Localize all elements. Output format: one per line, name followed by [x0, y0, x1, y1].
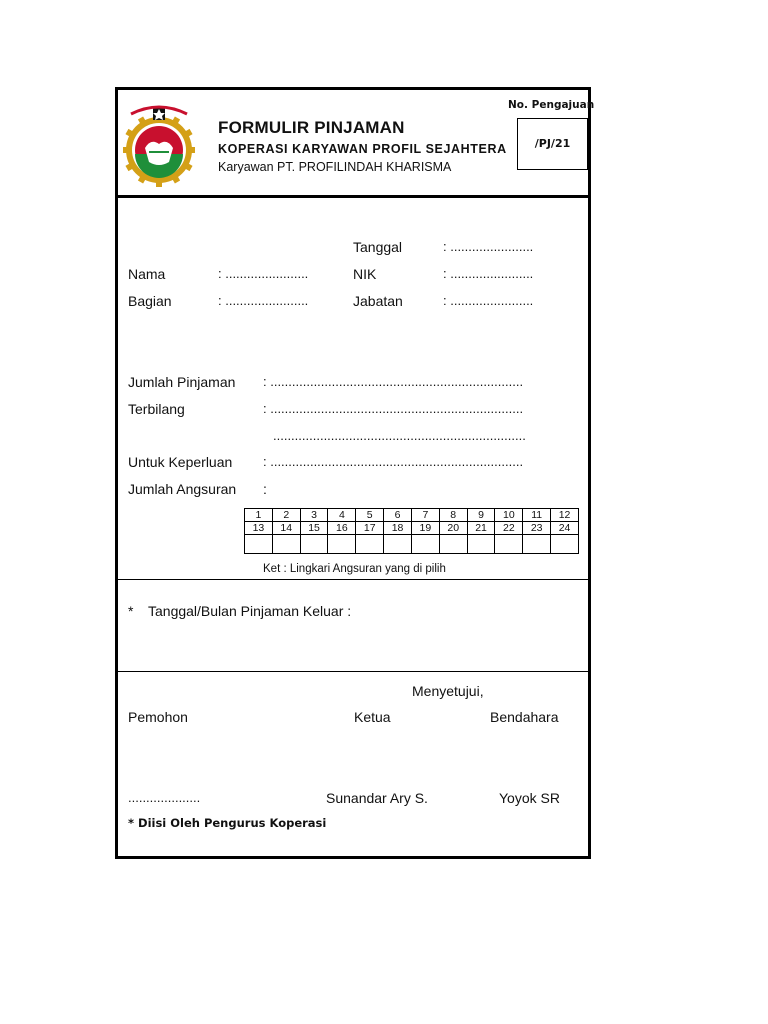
nama-label: Nama	[128, 266, 166, 282]
pj-number-box[interactable]: /PJ/21	[517, 118, 588, 170]
nik-field[interactable]: : .......................	[443, 266, 534, 281]
angsuran-cell[interactable]: 20	[439, 522, 467, 535]
nik-label: NIK	[353, 266, 377, 282]
cooperative-name: KOPERASI KARYAWAN PROFIL SEJAHTERA	[218, 142, 507, 156]
angsuran-row-blank	[245, 535, 579, 554]
menyetujui-label: Menyetujui,	[412, 683, 484, 699]
jabatan-label: Jabatan	[353, 293, 403, 309]
blank-cell[interactable]	[495, 535, 523, 554]
pemohon-signature-field[interactable]: ....................	[128, 790, 201, 805]
divider	[118, 671, 588, 672]
angsuran-cell[interactable]: 22	[495, 522, 523, 535]
angsuran-cell[interactable]: 7	[411, 509, 439, 522]
form-title: FORMULIR PINJAMAN	[218, 118, 405, 137]
angsuran-cell[interactable]: 3	[300, 509, 328, 522]
loan-form	[115, 87, 595, 859]
angsuran-table	[244, 508, 579, 554]
jabatan-field[interactable]: : .......................	[443, 293, 534, 308]
angsuran-row-2	[245, 522, 579, 535]
jumlah-pinjaman-field[interactable]: : ......................................................................	[263, 374, 524, 389]
terbilang-field[interactable]: : ......................................................................	[263, 401, 524, 416]
blank-cell[interactable]	[551, 535, 579, 554]
angsuran-cell[interactable]: 21	[467, 522, 495, 535]
bendahara-label: Bendahara	[490, 709, 559, 725]
angsuran-note: Ket : Lingkari Angsuran yang di pilih	[263, 563, 446, 575]
angsuran-cell[interactable]: 19	[411, 522, 439, 535]
angsuran-cell[interactable]: 9	[467, 509, 495, 522]
angsuran-colon: :	[263, 481, 267, 497]
jumlah-pinjaman-label: Jumlah Pinjaman	[128, 374, 236, 390]
angsuran-cell[interactable]: 6	[384, 509, 412, 522]
angsuran-cell[interactable]: 23	[523, 522, 551, 535]
terbilang-field-line2[interactable]: ......................................................................	[273, 428, 526, 443]
angsuran-cell[interactable]: 16	[328, 522, 356, 535]
bagian-field[interactable]: : .......................	[218, 293, 309, 308]
tanggal-label: Tanggal	[353, 239, 403, 255]
angsuran-cell[interactable]: 8	[439, 509, 467, 522]
tanggal-keluar-label: Tanggal/Bulan Pinjaman Keluar :	[148, 603, 352, 619]
company-name: Karyawan PT. PROFILINDAH KHARISMA	[218, 160, 452, 174]
angsuran-cell[interactable]: 14	[272, 522, 300, 535]
divider	[118, 579, 588, 580]
tanggal-keluar-star: *	[128, 603, 134, 619]
pemohon-label: Pemohon	[128, 709, 188, 725]
angsuran-cell[interactable]: 18	[384, 522, 412, 535]
bendahara-name: Yoyok SR	[499, 790, 560, 806]
keperluan-label: Untuk Keperluan	[128, 454, 233, 470]
cooperative-logo-icon	[123, 104, 195, 190]
angsuran-cell[interactable]: 5	[356, 509, 384, 522]
blank-cell[interactable]	[245, 535, 273, 554]
blank-cell[interactable]	[328, 535, 356, 554]
angsuran-cell[interactable]: 24	[551, 522, 579, 535]
angsuran-cell[interactable]: 17	[356, 522, 384, 535]
terbilang-label: Terbilang	[128, 401, 185, 417]
blank-cell[interactable]	[411, 535, 439, 554]
angsuran-cell[interactable]: 11	[523, 509, 551, 522]
footnote: * Diisi Oleh Pengurus Koperasi	[128, 816, 327, 830]
angsuran-cell[interactable]: 1	[245, 509, 273, 522]
angsuran-cell[interactable]: 15	[300, 522, 328, 535]
angsuran-cell[interactable]: 2	[272, 509, 300, 522]
blank-cell[interactable]	[272, 535, 300, 554]
blank-cell[interactable]	[523, 535, 551, 554]
tanggal-field[interactable]: : .......................	[443, 239, 534, 254]
angsuran-row-1	[245, 509, 579, 522]
ketua-name: Sunandar Ary S.	[326, 790, 428, 806]
blank-cell[interactable]	[356, 535, 384, 554]
bagian-label: Bagian	[128, 293, 172, 309]
form-header	[118, 90, 595, 198]
ketua-label: Ketua	[354, 709, 391, 725]
angsuran-cell[interactable]: 13	[245, 522, 273, 535]
keperluan-field[interactable]: : ......................................................................	[263, 454, 524, 469]
angsuran-cell[interactable]: 12	[551, 509, 579, 522]
nama-field[interactable]: : .......................	[218, 266, 309, 281]
angsuran-label: Jumlah Angsuran	[128, 481, 237, 497]
angsuran-cell[interactable]: 10	[495, 509, 523, 522]
blank-cell[interactable]	[384, 535, 412, 554]
angsuran-cell[interactable]: 4	[328, 509, 356, 522]
blank-cell[interactable]	[467, 535, 495, 554]
blank-cell[interactable]	[439, 535, 467, 554]
blank-cell[interactable]	[300, 535, 328, 554]
no-pengajuan-label: No. Pengajuan	[508, 99, 595, 111]
